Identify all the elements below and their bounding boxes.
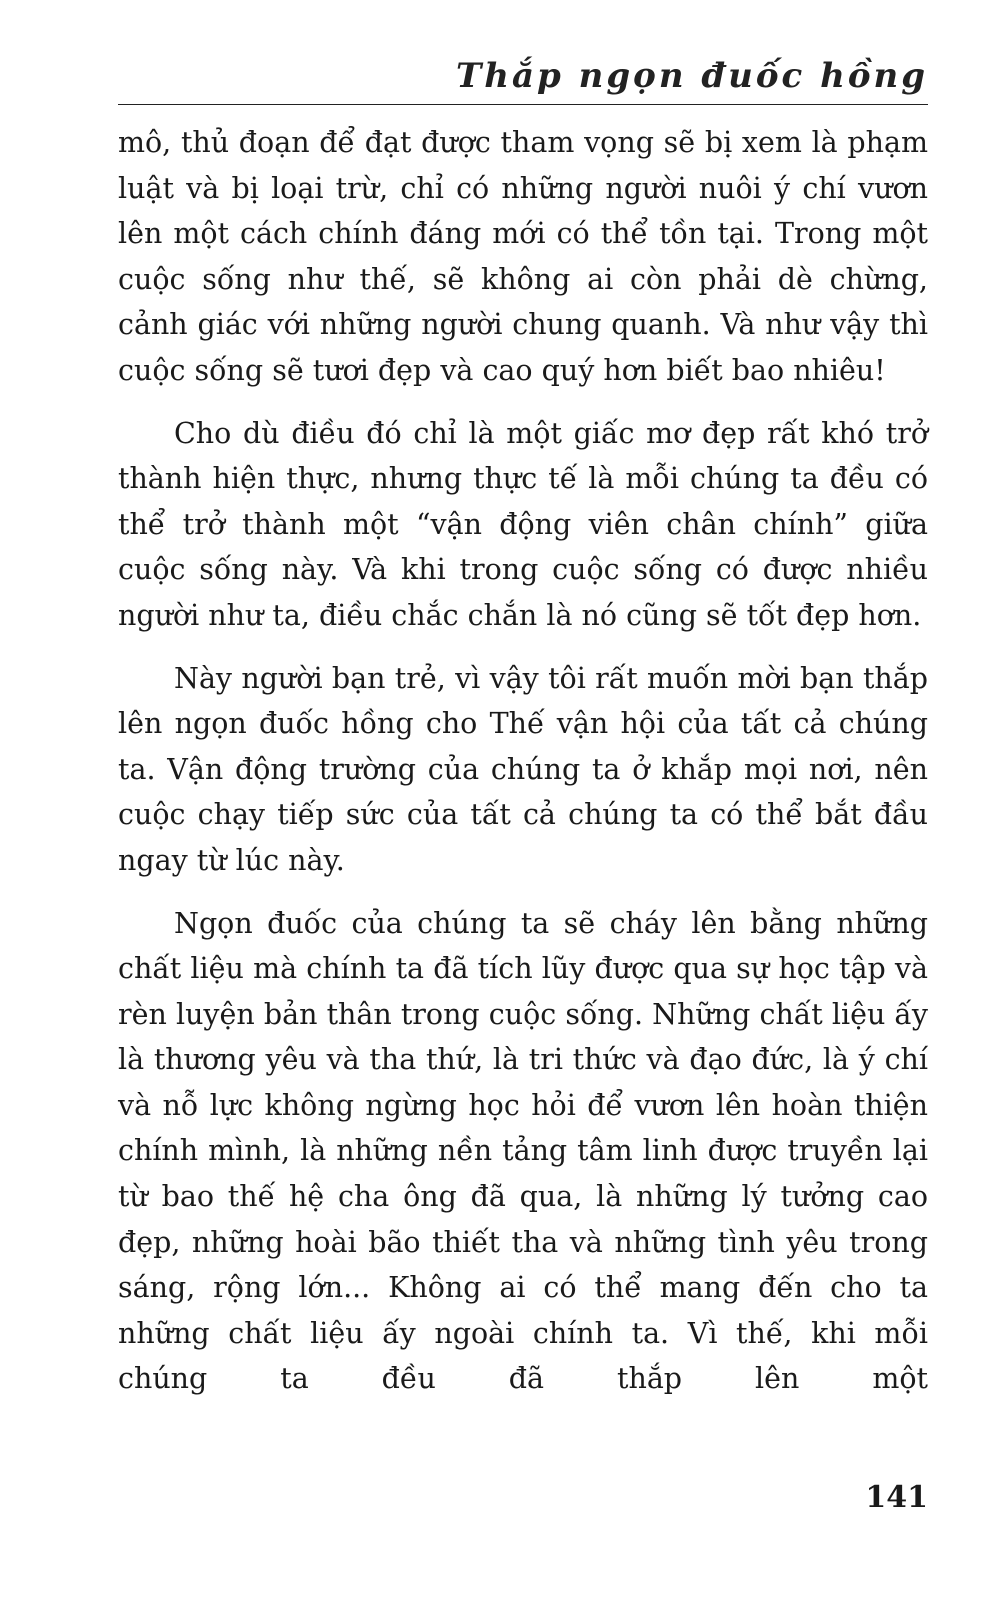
paragraph: Cho dù điều đó chỉ là một giấc mơ đẹp rất khó trở thành hiện thực, nhưng thực tế là mỗi chúng ta đều có thể trở thành một “vận động viên chân chính” giữa cuộc sống này. Và khi trong cuộc sống có được nhiều người như ta, điều chắc chắn là nó cũng sẽ tốt đẹp hơn.	[118, 416, 928, 632]
page-number: 141	[865, 1480, 928, 1515]
paragraph: Ngọn đuốc của chúng ta sẽ cháy lên bằng những chất liệu mà chính ta đã tích lũy được qua sự học tập và rèn luyện bản thân trong cuộc sống. Những chất liệu ấy là thương yêu và tha thứ, là tri thức và đạo đức, là ý chí và nỗ lực không ngừng học hỏi để vươn lên hoàn thiện chính mình, là những nền tảng tâm linh được truyền lại từ bao thế hệ cha ông đã qua, là những lý tưởng cao đẹp, những hoài bão thiết tha và những tình yêu trong sáng, rộng lớn... Không ai có thể mang đến cho ta những chất liệu ấy ngoài chính ta. Vì thế, khi mỗi chúng ta đều đã thắp lên một	[118, 906, 928, 1396]
running-header	[118, 52, 928, 105]
paragraph: mô, thủ đoạn để đạt được tham vọng sẽ bị xem là phạm luật và bị loại trừ, chỉ có những người nuôi ý chí vươn lên một cách chính đáng mới có thể tồn tại. Trong một cuộc sống như thế, sẽ không ai còn phải dè chừng, cảnh giác với những người chung quanh. Và như vậy thì cuộc sống sẽ tươi đẹp và cao quý hơn biết bao nhiêu!	[118, 126, 928, 387]
running-title: Thắp ngọn đuốc hồng	[456, 56, 928, 96]
paragraph: Này người bạn trẻ, vì vậy tôi rất muốn mời bạn thắp lên ngọn đuốc hồng cho Thế vận hội của tất cả chúng ta. Vận động trường của chúng ta ở khắp mọi nơi, nên cuộc chạy tiếp sức của tất cả chúng ta có thể bắt đầu ngay từ lúc này.	[118, 661, 928, 877]
page-body	[118, 120, 928, 1419]
